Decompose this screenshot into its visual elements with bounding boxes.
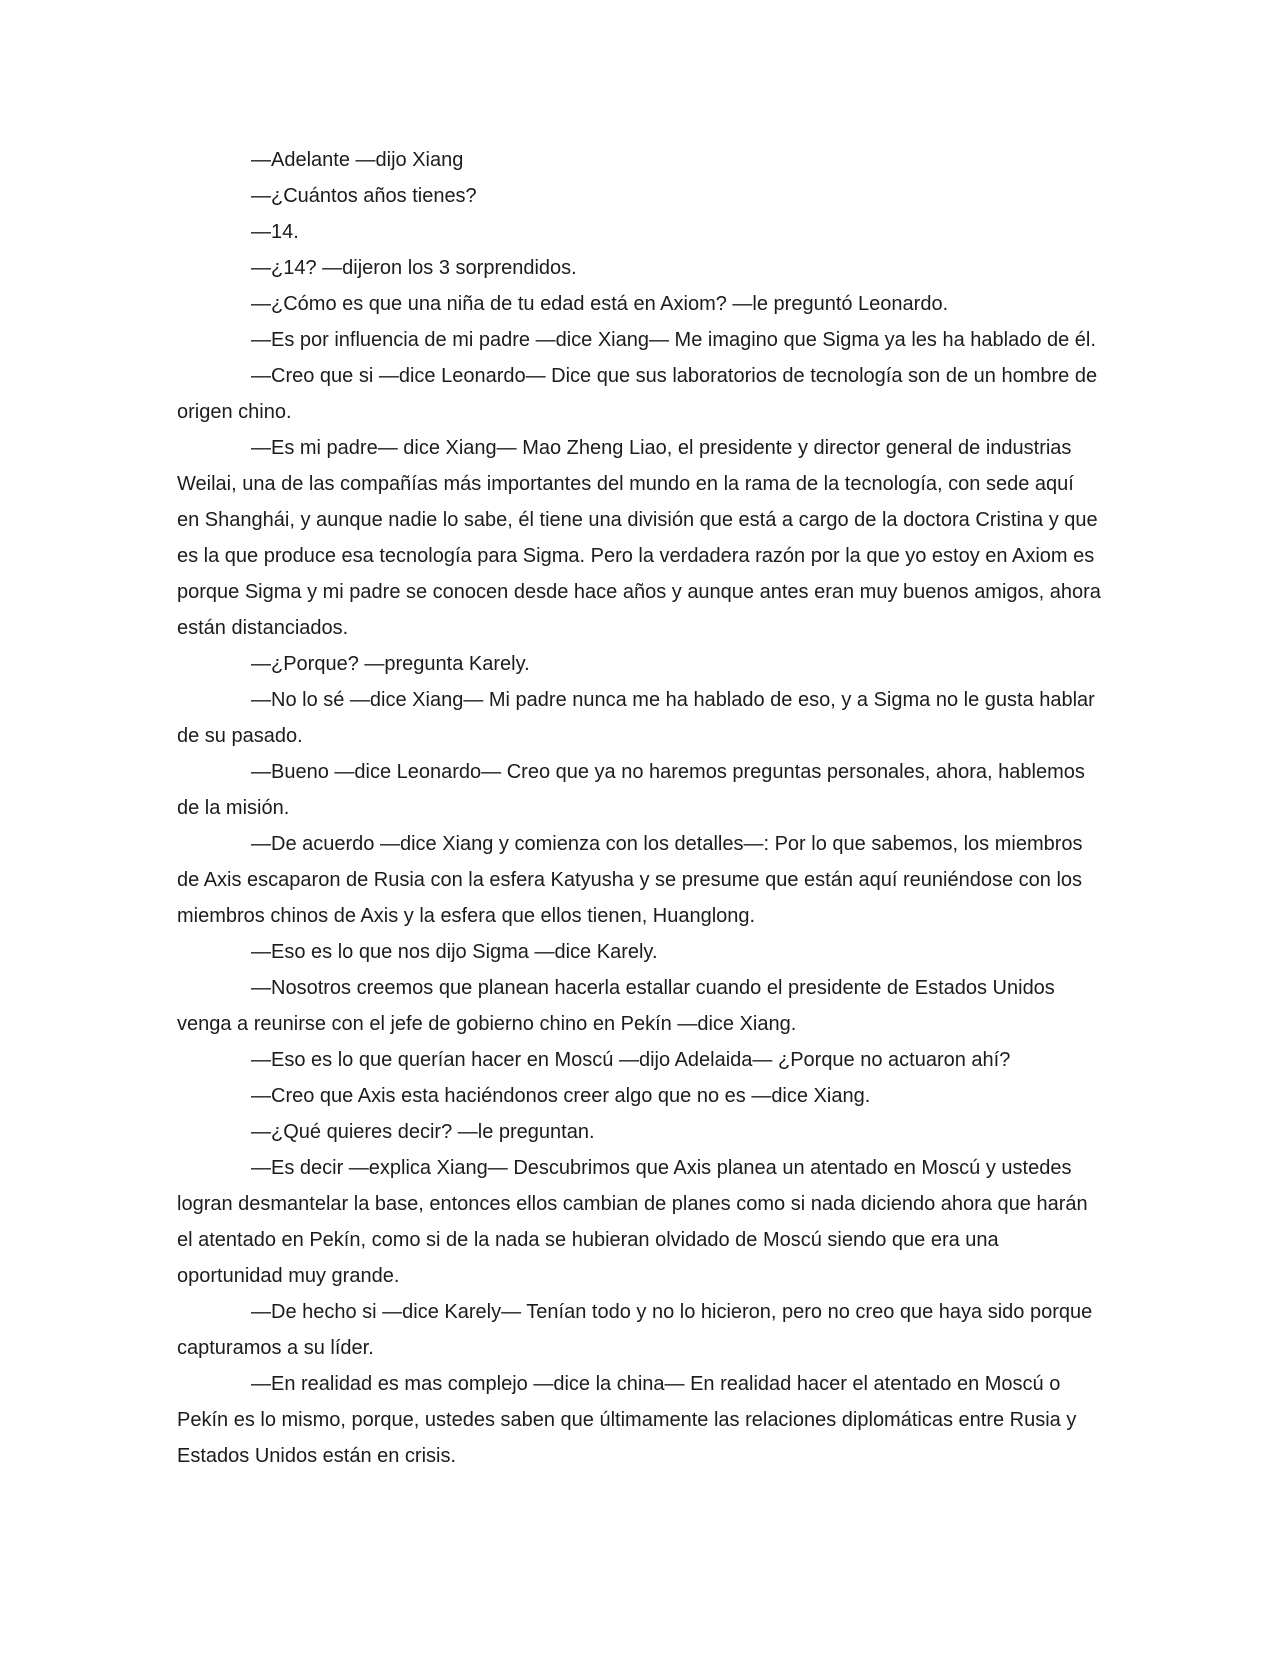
paragraph: —Bueno —dice Leonardo— Creo que ya no haremos preguntas personales, ahora, hablemos de la misión.	[177, 761, 1085, 819]
paragraph: —No lo sé —dice Xiang— Mi padre nunca me ha hablado de eso, y a Sigma no le gusta hablar de su pasado.	[177, 689, 1095, 747]
paragraph: —Creo que Axis esta haciéndonos creer algo que no es —dice Xiang.	[251, 1085, 871, 1107]
paragraph: —En realidad es mas complejo —dice la china— En realidad hacer el atentado en Moscú o Pekín es lo mismo, porque, ustedes saben que últimamente las relaciones diplomáticas entre Rusia y Estados Unidos están en crisis.	[177, 1373, 1077, 1467]
paragraph: —Es decir —explica Xiang— Descubrimos que Axis planea un atentado en Moscú y ustedes logran desmantelar la base, entonces ellos cambian de planes como si nada diciendo ahora que harán el atentado en Pekín, como si de la nada se hubieran olvidado de Moscú siendo que era una oportunidad muy grande.	[177, 1157, 1088, 1287]
paragraph: —Eso es lo que querían hacer en Moscú —dijo Adelaida— ¿Porque no actuaron ahí?	[251, 1049, 1011, 1071]
paragraph: —14.	[251, 221, 299, 243]
paragraph: —Es por influencia de mi padre —dice Xiang— Me imagino que Sigma ya les ha hablado de él.	[251, 329, 1096, 351]
paragraph: —¿Porque? —pregunta Karely.	[251, 653, 530, 675]
paragraph: —De hecho si —dice Karely— Tenían todo y no lo hicieron, pero no creo que haya sido porque capturamos a su líder.	[177, 1301, 1093, 1359]
paragraph: —Adelante —dijo Xiang	[251, 149, 464, 171]
paragraph: —¿Qué quieres decir? —le preguntan.	[251, 1121, 595, 1143]
paragraph: —¿Cuántos años tienes?	[251, 185, 477, 207]
paragraph: —¿Cómo es que una niña de tu edad está en Axiom? —le preguntó Leonardo.	[251, 293, 949, 315]
paragraph: —¿14? —dijeron los 3 sorprendidos.	[251, 257, 577, 279]
document-text	[177, 142, 1101, 1474]
paragraph: —Creo que si —dice Leonardo— Dice que sus laboratorios de tecnología son de un hombre de origen chino.	[177, 365, 1098, 423]
paragraph: —De acuerdo —dice Xiang y comienza con los detalles—: Por lo que sabemos, los miembros de Axis escaparon de Rusia con la esfera Katyusha y se presume que están aquí reuniéndose con los miembros chinos de Axis y la esfera que ellos tienen, Huanglong.	[177, 833, 1083, 927]
paragraph: —Eso es lo que nos dijo Sigma —dice Karely.	[251, 941, 658, 963]
paragraph: —Es mi padre— dice Xiang— Mao Zheng Liao, el presidente y director general de industrias Weilai, una de las compañías más importantes del mundo en la rama de la tecnología, con sede aquí en Shanghái, y aunque nadie lo sabe, él tiene una división que está a cargo de la doctora Cristina y que es la que produce esa tecnología para Sigma. Pero la verdadera razón por la que yo estoy en Axiom es porque Sigma y mi padre se conocen desde hace años y aunque antes eran muy buenos amigos, ahora están distanciados.	[177, 437, 1101, 639]
paragraph: —Nosotros creemos que planean hacerla estallar cuando el presidente de Estados Unidos venga a reunirse con el jefe de gobierno chino en Pekín —dice Xiang.	[177, 977, 1055, 1035]
